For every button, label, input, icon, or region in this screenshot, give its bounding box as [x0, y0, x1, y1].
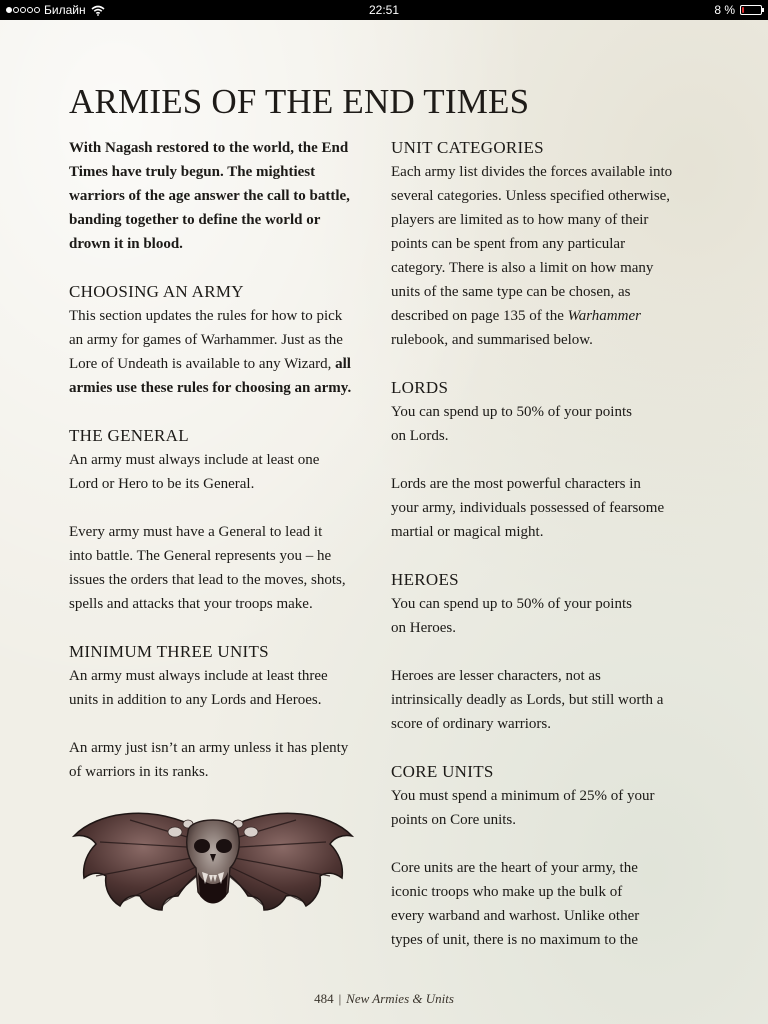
body-text: Lore of Undeath is available to any Wizard,: [69, 356, 336, 372]
body-line: spells and attacks that your troops make.: [69, 596, 313, 612]
winged-skull-bat-illustration: [70, 802, 356, 924]
footer-separator: |: [338, 991, 342, 1006]
body-line: You can spend up to 50% of your points: [391, 404, 632, 420]
body-line: your army, individuals possessed of fearsome: [391, 500, 665, 516]
body-line: every warband and warhost. Unlike other: [391, 908, 640, 924]
body-line: armies use these rules for choosing an army.: [69, 380, 352, 396]
body-line: [69, 352, 381, 376]
body-line: intrinsically deadly as Lords, but still worth a: [391, 692, 664, 708]
body-line: rulebook, and summarised below.: [391, 332, 593, 348]
body-line: on Lords.: [391, 428, 449, 444]
intro-line: With Nagash restored to the world, the End: [69, 140, 349, 156]
body-line: Every army must have a General to lead it: [69, 524, 323, 540]
body-line: This section updates the rules for how to pick: [69, 308, 343, 324]
body-line: score of ordinary warriors.: [391, 716, 551, 732]
body-line: An army must always include at least one: [69, 452, 320, 468]
body-line: types of unit, there is no maximum to the: [391, 932, 639, 948]
body-line: several categories. Unless specified otherwise,: [391, 188, 671, 204]
body-line: into battle. The General represents you – he: [69, 548, 332, 564]
status-bar: [0, 0, 768, 20]
body-line: of warriors in its ranks.: [69, 764, 209, 780]
body-line: category. There is also a limit on how many: [391, 260, 654, 276]
body-line: points can be spent from any particular: [391, 236, 626, 252]
carrier-name: Билайн: [44, 3, 86, 17]
page-number: 484: [314, 991, 334, 1006]
battery-percent: 8 %: [714, 3, 735, 17]
body-line: Core units are the heart of your army, the: [391, 860, 638, 876]
intro-line: drown it in blood.: [69, 236, 183, 252]
body-line: martial or magical might.: [391, 524, 544, 540]
section-name: New Armies & Units: [346, 991, 454, 1006]
status-time: 22:51: [368, 3, 400, 17]
body-line: An army just isn’t an army unless it has plenty: [69, 740, 349, 756]
body-line: units of the same type can be chosen, as: [391, 284, 631, 300]
body-line: Lord or Hero to be its General.: [69, 476, 255, 492]
body-line: An army must always include at least three: [69, 668, 328, 684]
body-line: You must spend a minimum of 25% of your: [391, 788, 655, 804]
battery-fill: [742, 7, 744, 13]
body-text: described on page 135 of the: [391, 308, 568, 324]
body-line: [391, 304, 703, 328]
body-line: issues the orders that lead to the moves, shots,: [69, 572, 346, 588]
page-title: ARMIES OF THE END TIMES: [69, 82, 530, 121]
page-footer: [0, 991, 768, 1007]
battery-icon: [740, 5, 762, 15]
body-line: iconic troops who make up the bulk of: [391, 884, 623, 900]
body-line: on Heroes.: [391, 620, 456, 636]
section-heading-unit-categories: UNIT CATEGORIES: [391, 138, 544, 157]
intro-line: Times have truly begun. The mightiest: [69, 164, 316, 180]
body-line: You can spend up to 50% of your points: [391, 596, 632, 612]
book-page[interactable]: [0, 20, 768, 1024]
body-line: players are limited as to how many of their: [391, 212, 649, 228]
body-line: Heroes are lesser characters, not as: [391, 668, 601, 684]
intro-line: banding together to define the world or: [69, 212, 321, 228]
section-heading-choosing-army: CHOOSING AN ARMY: [69, 282, 244, 301]
right-column: [391, 136, 703, 952]
section-heading-lords: LORDS: [391, 378, 449, 397]
section-heading-heroes: HEROES: [391, 570, 459, 589]
body-line: points on Core units.: [391, 812, 517, 828]
section-heading-core-units: CORE UNITS: [391, 762, 494, 781]
section-heading-minimum-units: MINIMUM THREE UNITS: [69, 642, 269, 661]
book-title-italic: Warhammer: [567, 308, 641, 324]
body-line: Each army list divides the forces available into: [391, 164, 673, 180]
section-heading-general: THE GENERAL: [69, 426, 189, 445]
status-right: [714, 3, 762, 17]
intro-line: warriors of the age answer the call to battle,: [69, 188, 350, 204]
body-line: an army for games of Warhammer. Just as the: [69, 332, 343, 348]
body-line: Lords are the most powerful characters in: [391, 476, 641, 492]
left-column: [69, 136, 381, 784]
body-line: units in addition to any Lords and Heroes.: [69, 692, 322, 708]
bold-text: all: [335, 356, 351, 372]
